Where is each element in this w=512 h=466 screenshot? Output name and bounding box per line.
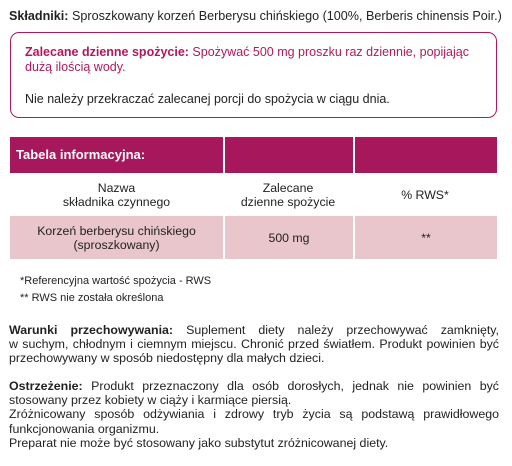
warning-line3: Zróżnicowany sposób odżywiania i zdrowy tryb życia są podstawą prawidłowego bbox=[9, 407, 499, 422]
recommended-dose-line1 bbox=[25, 45, 469, 59]
storage-line1: Warunki przechowywania: Suplement diety należy przechowywać zamknięty, bbox=[9, 323, 499, 337]
storage-line2: w suchym, chłodnym i ciemnym miejscu. Chronić przed światłem. Produkt powinien być bbox=[9, 337, 499, 352]
warning-label: Ostrzeżenie: bbox=[9, 379, 83, 393]
recommended-dose-text1: Spożywać 500 mg proszku raz dziennie, popijając bbox=[188, 45, 469, 59]
warning-line1: Ostrzeżenie: Produkt przeznaczony dla osób dorosłych, jednak nie powinien być bbox=[9, 379, 499, 393]
table-row bbox=[10, 216, 497, 259]
warning-line5: Preparat nie może być stosowany jako substytut zróżnicowanej diety. bbox=[9, 435, 389, 450]
header-cell-empty bbox=[223, 137, 353, 173]
recommended-dose-box bbox=[10, 32, 497, 118]
warning-line4: funkcjonowania organizmu. bbox=[9, 421, 160, 436]
info-table bbox=[10, 137, 497, 259]
header-cell-empty bbox=[353, 137, 497, 173]
recommended-dose-label: Zalecane dzienne spożycie: bbox=[25, 45, 189, 59]
ingredients-line bbox=[9, 9, 502, 23]
warning-line2: stosowany przez kobiety w ciąży i karmiące piersią. bbox=[9, 393, 292, 408]
row-ingredient-name: Korzeń berberysu chińskiego (sproszkowany) bbox=[10, 216, 223, 259]
storage-section bbox=[9, 323, 499, 366]
info-table-title: Tabela informacyjna: bbox=[10, 137, 223, 173]
storage-label: Warunki przechowywania: bbox=[9, 323, 174, 337]
col-header-dose: Zalecane dzienne spożycie bbox=[240, 180, 336, 209]
ingredients-label: Składniki: bbox=[9, 9, 69, 23]
info-table-header bbox=[10, 137, 497, 173]
recommended-dose-line2: dużą ilością wody. bbox=[25, 60, 126, 74]
ingredients-text: Sproszkowany korzeń Berberysu chińskiego (100%, Berberis chinensis Poir.) bbox=[68, 9, 502, 23]
col-header-rws: % RWS* bbox=[401, 187, 449, 202]
row-rws: ** bbox=[353, 216, 497, 259]
col-header-name: Nazwa składnika czynnego bbox=[62, 180, 171, 209]
warning-section bbox=[9, 379, 499, 450]
storage-line3: przechowywany w sposób niedostępny dla małych dzieci. bbox=[9, 351, 325, 366]
footnote-rws-undefined: ** RWS nie została określona bbox=[20, 292, 164, 304]
column-headers bbox=[10, 173, 497, 216]
footnote-rws: *Referencyjna wartość spożycia - RWS bbox=[20, 275, 212, 287]
row-dose: 500 mg bbox=[223, 216, 353, 259]
dose-warning: Nie należy przekraczać zalecanej porcji do spożycia w ciągu dnia. bbox=[25, 92, 390, 106]
